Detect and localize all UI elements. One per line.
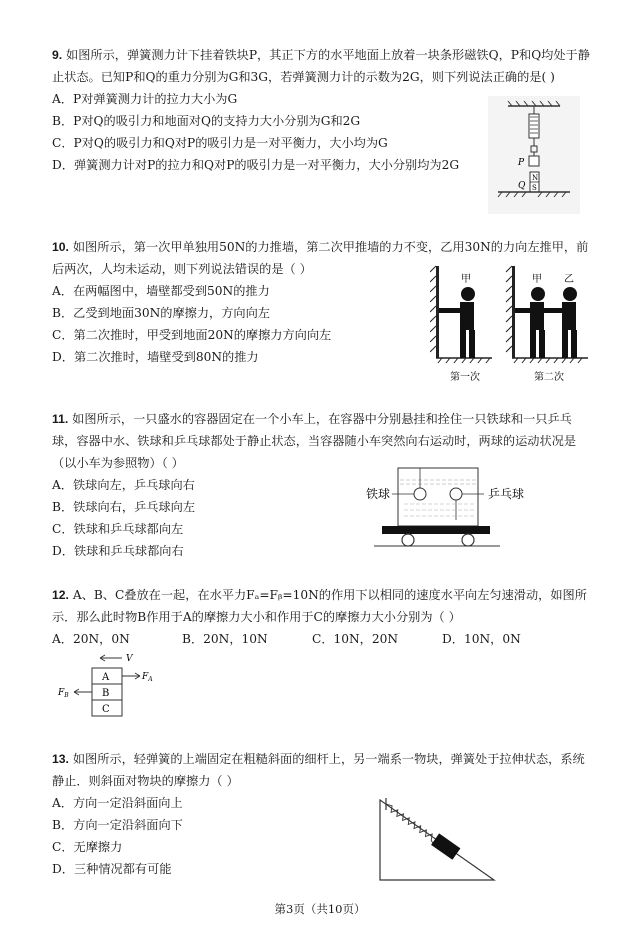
- option-b: B．铁球向右，乒乓球向左: [52, 500, 196, 514]
- label-v: V: [126, 654, 133, 664]
- option-b: B．P对Q的吸引力和地面对Q的支持力大小分别为G和2G: [52, 114, 361, 128]
- question-13: [52, 748, 592, 880]
- label-jia: 甲: [461, 274, 471, 285]
- question-stem: A、B、C叠放在一起，在水平力Fₐ=Fᵦ=10N的作用下以相同的速度水平向左匀速滑动，如图所示．那么此时物B作用于A的摩擦力大小和作用于C的摩擦力大小分别为（ ）: [52, 588, 587, 624]
- option-d: D．三种情况都有可能: [52, 862, 172, 876]
- figure-push-wall: [430, 264, 590, 386]
- block-b: B: [102, 688, 110, 699]
- option-d: D．弹簧测力计对P的拉力和Q对P的吸引力是一对平衡力，大小分别均为2G: [52, 158, 460, 172]
- option-b: B．20N，10N: [182, 632, 268, 646]
- label-s: S: [532, 184, 537, 192]
- question-stem: 如图所示，第一次甲单独用50N的力推墙，第二次甲推墙的力不变，乙用30N的力向左推甲，前后两次，人均未运动，则下列说法错误的是（ ）: [52, 240, 589, 276]
- block-c: C: [102, 704, 110, 715]
- label-iron-ball: 铁球: [366, 487, 391, 501]
- label-p: P: [518, 158, 525, 168]
- figure-stacked-blocks: [52, 652, 162, 720]
- option-a: A．P对弹簧测力计的拉力大小为G: [52, 92, 238, 106]
- option-a: A．铁球向左，乒乓球向右: [52, 478, 195, 492]
- block-a: A: [102, 672, 110, 683]
- question-stem: 如图所示，一只盛水的容器固定在一个小车上，在容器中分别悬挂和拴住一只铁球和一只乒乓球，容器中水、铁球和乒乓球都处于静止状态，当容器随小车突然向右运动时，两球的运动状况是（以小车为参照物）（ ）: [52, 412, 577, 470]
- option-b: B．乙受到地面30N的摩擦力，方向向左: [52, 306, 270, 320]
- label-fa: $F_A$: [142, 672, 153, 683]
- question-12: [52, 584, 592, 650]
- caption-first: 第一次: [450, 372, 480, 383]
- option-d: D．铁球和乒乓球都向右: [52, 544, 184, 558]
- question-number: 10.: [52, 240, 69, 254]
- option-a: A．方向一定沿斜面向上: [52, 796, 183, 810]
- page-number-footer: 第3页（共10页）: [274, 902, 366, 916]
- label-jia: 甲: [532, 274, 542, 285]
- question-number: 13.: [52, 752, 69, 766]
- question-stem: 如图所示，弹簧测力计下挂着铁块P，其正下方的水平地面上放着一块条形磁铁Q，P和Q均处于静止状态。已知P和Q的重力分别为G和3G，若弹簧测力计的示数为2G，则下列说法正确的是( ): [52, 48, 590, 84]
- question-number: 11.: [52, 412, 69, 426]
- option-c: C．P对Q的吸引力和Q对P的吸引力是一对平衡力，大小均为G: [52, 136, 388, 150]
- figure-spring-magnet: [488, 96, 580, 214]
- option-d: D．第二次推时，墙壁受到80N的推力: [52, 350, 259, 364]
- figure-water-cart: [360, 464, 560, 552]
- option-c: C．铁球和乒乓球都向左: [52, 522, 184, 536]
- option-b: B．方向一定沿斜面向下: [52, 818, 183, 832]
- figure-incline-spring: [360, 796, 500, 886]
- label-n: N: [532, 174, 539, 182]
- label-fb: $F_B$: [58, 688, 69, 699]
- caption-second: 第二次: [534, 372, 564, 383]
- label-q: Q: [518, 181, 526, 191]
- label-yi: 乙: [564, 274, 574, 285]
- option-a: A．20N，0N: [52, 632, 130, 646]
- option-c: C．第二次推时，甲受到地面20N的摩擦力方向向左: [52, 328, 332, 342]
- option-c: C．无摩擦力: [52, 840, 123, 854]
- option-a: A．在两幅图中，墙壁都受到50N的推力: [52, 284, 270, 298]
- question-number: 12.: [52, 588, 69, 602]
- label-pingpong: 乒乓球: [488, 487, 525, 501]
- option-c: C．10N，20N: [312, 632, 399, 646]
- option-d: D．10N，0N: [442, 632, 521, 646]
- question-stem: 如图所示，轻弹簧的上端固定在粗糙斜面的细杆上，另一端系一物块，弹簧处于拉伸状态，系统静止．则斜面对物块的摩擦力（ ）: [52, 752, 585, 788]
- question-number: 9.: [52, 48, 63, 62]
- scene-first: [430, 266, 492, 383]
- scene-second: [506, 266, 588, 383]
